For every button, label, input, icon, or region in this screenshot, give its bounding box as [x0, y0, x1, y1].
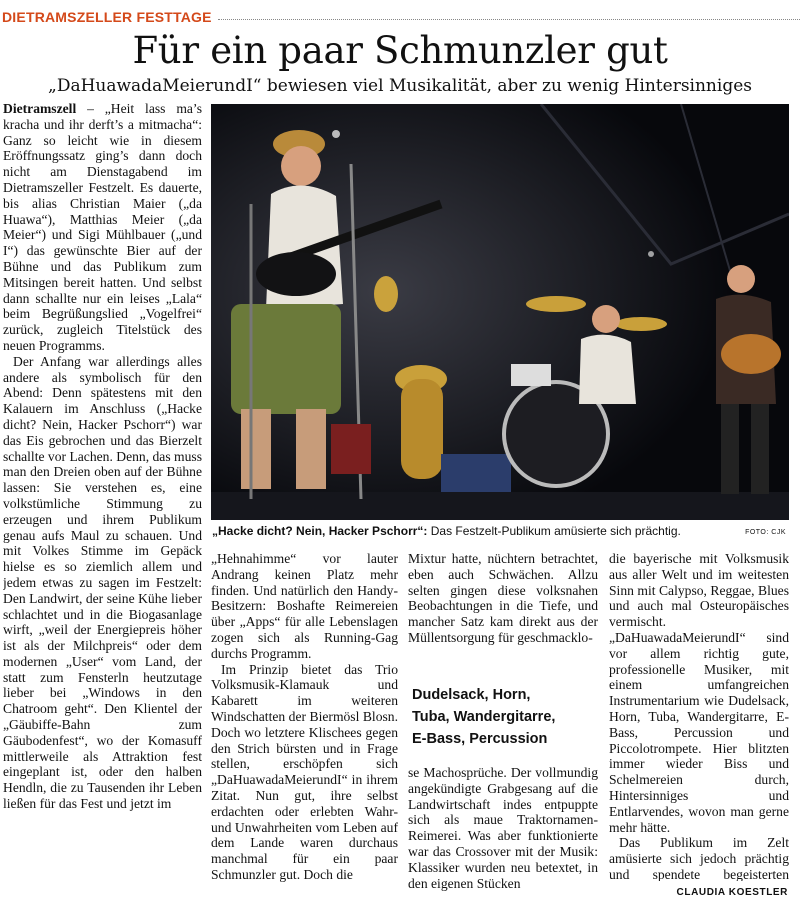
- caption-text: Das Festzelt-Publikum amüsierte sich prächtig.: [427, 524, 681, 538]
- paragraph: Im Prinzip bietet das Trio Volksmusik-Klamauk und Kabarett im weiteren Windschatten der Biermösl Blosn. Doch wo letztere Klischees gegen den Strich bürsten und in Frage stellen, erschöpfen sich „DaHuawadaMeierundI“ in ihrem Zitat. Nun gut, ihre selbst erdachten oder erlebten Wahr- und Unwahrheiten vom Leben auf dem Lande waren durchaus manchmal für ein paar Schmunzler gut. Doch die: [211, 661, 398, 882]
- author-byline: CLAUDIA KOESTLER: [676, 887, 788, 898]
- section-kicker: [2, 6, 800, 28]
- paragraph: die bayerische mit Volksmusik aus aller Welt und im weitesten Sinn mit Calypso, Reggae, Blues und auch mal Osteuropäisches vermischt. „DaHuawadaMeierundI“ sind vor allem richtig gute, professionelle Musiker, mit einem umfangreichen Instrumentarium wie Dudelsack, Horn, Tuba, Wandergitarre, E-Bass, Percussion und Piccolotrompete. Hier blitzten immer wieder Biss und Schelmereien durch, Hintersinniges und Entlarvendes, wovon man gerne mehr hätte.: [609, 551, 789, 835]
- photo-credit: FOTO: CJK: [745, 529, 786, 536]
- paragraph: Das Publikum im Zelt amüsierte sich jedoch prächtig und spendete begeisterten: [609, 835, 789, 881]
- dateline: Dietramszell: [3, 101, 77, 116]
- article-column-1: [3, 101, 202, 897]
- caption-quote: „Hacke dicht? Nein, Hacker Pschorr“:: [212, 524, 428, 538]
- factbox-line: E-Bass, Percussion: [412, 731, 548, 747]
- concert-photo: [211, 104, 789, 520]
- kicker-rule: [218, 18, 800, 20]
- article-column-2: [211, 551, 398, 897]
- instrument-factbox: [412, 684, 602, 750]
- paragraph: Der Anfang war allerdings alles andere als symbolisch für den Abend: Denn spätestens mit den Kalauern im Anschluss („Hacke dicht? Nein, Hacker Pschorr“) war das Eis gebrochen und das Bierzelt schallte vor Lachen. Denn, das muss man den Dreien oben auf der Bühne lassen: Sie verstehen es, eine volkstümliche Stimmung zu erzeugen und ihrem Publikum genau aufs Maul zu schauen. Und mit Volkes Stimme im Gepäck hielse es so ziemlich allem und jedem etwas zu sagen im Festzelt: Den Landwirt, der seine Kühe lieber schlachtet und in die Biogasanlage wirft, „weil der Energiepreis höher ist als der Milchpreis“ oder dem modernen „User“ vom Land, der statt zum Fensterln heutzutage lieber bei „Windows in den Chatroom geht“. Den Klientel der „Gäubiffe-Bahn zum Gäubodenfest“, wo der Komasuff mittlerweile als Attraktion fest eingeplant ist, oder den halben Hendln, die zu Tausenden ihr Leben ließen für das Fest und jetzt im: [3, 353, 202, 812]
- band-stage-illustration: [211, 104, 789, 520]
- paragraph: Mixtur hatte, nüchtern betrachtet, eben auch Schwächen. Allzu selten gingen diese volksnahen Beobachtungen in die Tiefe, und mancher Satz kam direkt aus der Müllentsorgung für geschmacklo-: [408, 551, 598, 645]
- headline: Für ein paar Schmunzler gut: [132, 29, 668, 72]
- subheadline: „DaHuawadaMeierundI“ bewiesen viel Musikalität, aber zu wenig Hintersinniges: [48, 76, 752, 96]
- kicker-label: DIETRAMSZELLER FESTTAGE: [2, 9, 212, 25]
- article-column-4: [609, 551, 789, 881]
- paragraph: se Machosprüche. Der vollmundig angekündigte Grabgesang auf die Landwirtschaft indes entpuppte sich als maue Traktornamen-Reimerei. Was aber funktionierte war das Crossover mit der Musik: Klassiker wurden neu betextet, in den eigenen Stücken: [408, 765, 598, 891]
- factbox-line: Tuba, Wandergitarre,: [412, 709, 556, 725]
- article-column-3-top: [408, 551, 598, 661]
- photo-caption: [212, 523, 788, 539]
- article-column-3-bottom: [408, 765, 598, 897]
- paragraph: „Hehnahimme“ vor lauter Andrang keinen Platz mehr finden. Und natürlich den Handy-Besitzern: Boshafte Reimereien über „Apps“ für alle Lebenslagen zogen sich als Running-Gag durchs Programm.: [211, 551, 398, 661]
- paragraph: Dietramszell – „Heit lass ma’s kracha und ihr derft’s a mitmacha“: Ganz so leicht wie in diesem Eröffnungssatz ging’s dann doch nicht am Dienstagabend im Dietramszeller Festzelt. Es dauerte, bis alias Christian Maier („da Huawa“), Matthias Meier („da Meier“) und Sigi Mühlbauer („und I“) das gewünschte Bier auf der Bühne und das Publikum zum Mitsingen bereit hatten. Und selbst dann schallte nur ein leises „Lala“ beim Begrüßungslied „Vogelfrei“ zurück, zugleich Titelstück des neuen Programms.: [3, 101, 202, 353]
- factbox-line: Dudelsack, Horn,: [412, 687, 531, 703]
